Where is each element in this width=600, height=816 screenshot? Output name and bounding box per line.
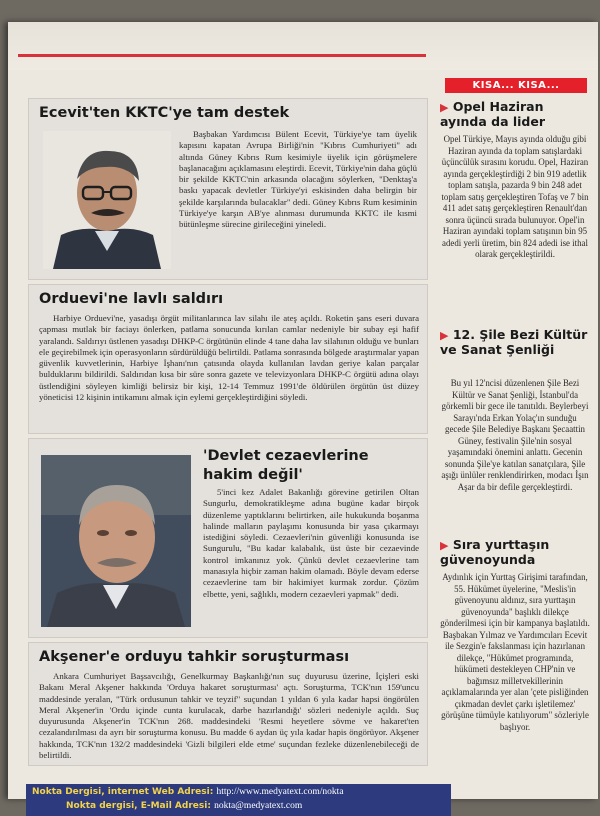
sidebar-item-body-opel: Opel Türkiye, Mayıs ayında olduğu gibi Haziran ayında da toplam satışlardaki üçüncülük sırasını korudu. Opel, Haziran ayında gerçekleştirdiği 2 bin 919 adetlik toplam satışla, pazarda 9 bin 248 adet toplam satış gerçekleştiren Tofaş ve 7 bin 411 adet satış gerçekleştiren Renault'dan sonra üçüncü sırada bulunuyor. Opel'in Haziran ayındaki toplam satışının bin 95 adedi yerli üretim, bin 824 adedi ise ithal olarak gerçekleştirildi. xyxy=(441,134,589,259)
sungurlu-photo xyxy=(41,455,191,627)
sidebar-item-body-sile: Bu yıl 12'ncisi düzenlenen Şile Bezi Kültür ve Sanat Şenliği, İstanbul'da görkemli bir gece ile tanıtıldı. Beylerbeyi Sarayı'nda Erkan Yolaç'ın sunduğu gecede Şile Belediye Başkanı Şecaattin Güney, festivalin Şile'nin sosyal yaşamındaki önemini anlattı. Gecenin sonunda Şile'ye katılan sanatçılara, Şile aşığı ünlüler renklendirirken, modacı İşın Aşar da bir defile gerçekleştirdi. xyxy=(441,378,589,492)
article-body: Harbiye Orduevi'ne, yasadışı örgüt militanlarınca lav silahı ile ateş açıldı. Roketin şans eseri duvara çapması mutlak bir faciayı önlerken, patlama sonucunda kırılan camlar nedeniyle bir subay eşi hafif yaralandı. Saldırıyı üstlenen yasadışı DHKP-C örgütünün elinde 4 tane daha lav silahının olduğu ve bunları ele geçirebilmek için operasyonların sürdürüldüğü belirtildi. Patlama sonrasında bölgede araştırmalar yapan güvenlik kuvvetlerinin, Harbiye İşhanı'nın çatısında olayda kullanılan lavdan geriye kalan parçalar bulduklarını bildirildi. Saldırıdan kısa bir süre sonra gazete ve televizyonlara DHKP-C örgütü adına olayı üstlendiğini söyleyen kimliği belirsiz bir kişi, 12-14 Temmuz 1991'de öldürülen örgütün üst düzey yöneticisi 12 kişinin intikamını almak için eylemi gerçekleştirdiğini söyledi. xyxy=(39,313,419,403)
article-orduevi xyxy=(28,284,428,434)
article-cezaevleri xyxy=(28,438,428,638)
article-body: Başbakan Yardımcısı Bülent Ecevit, Türkiye'ye tam üyelik kapısını kapatan Avrupa Birliği'nin "Kıbrıs Cumhuriyeti" adı altında Güney Kıbrıs Rum kesimiyle üyelik için görüşmelere başlanacağını açıklamasını eleştirdi. Ecevit, Türkiye'nin daha güçlü bir şekilde KKTC'nin arkasında olacağını söylerken, "Denktaş'a baskı yapacak devletler Türkiye'yi eskisinden daha belirgin bir şekilde karşılarında bulacaklar" dedi. Güney Kıbrıs Rum kesiminin Türkiye'ye karşın AB'ye alınması durumunda KKTC ile kısmi bütünleşme sürecine girileceğini yineledi. xyxy=(179,129,417,230)
footer-email-label: Nokta dergisi, E-Mail Adresi: xyxy=(66,801,211,811)
sidebar-item-title-sile: ▶ 12. Şile Bezi Kültür ve Sanat Şenliği xyxy=(440,327,588,357)
red-rule xyxy=(18,54,426,57)
arrow-right-icon: ▶ xyxy=(440,329,449,342)
arrow-right-icon: ▶ xyxy=(440,539,449,552)
article-headline: Ecevit'ten KKTC'ye tam destek xyxy=(39,105,290,121)
arrow-right-icon: ▶ xyxy=(440,101,449,114)
footer-band xyxy=(26,784,451,816)
article-headline: Akşener'e orduyu tahkir soruşturması xyxy=(39,649,350,665)
sidebar-item-body-yurttas: Aydınlık için Yurttaş Girişimi tarafından, 55. Hükümet üyelerine, "Meslis'in güvenoyunu aldınız, sıra yurttaşın güvenoyunda" başlıklı dilekçe gönderilmesi için bir kampanya başlatıldı. Başbakan Yılmaz ve Yardımcıları Ecevit ile Sezgin'e fakslanması için hazırlanan dilekçe, "Hükümet programında, hükümeti destekleyen CHP'nin ve bağımsız milletvekillerinin açıklamalarında yer alan 'çete pisliğinden çıkmadan devlet çarkı işletilemez' görüşüne tümüyle katılıyorum" sözleriyle başlıyor. xyxy=(440,572,590,732)
magazine-page xyxy=(8,22,598,811)
article-body: 5'inci kez Adalet Bakanlığı görevine getirilen Oltan Sungurlu, demokratikleşme adına bugüne kadar birçok düzenleme yaptıklarını belirtirken, aile hukukunda boşanma halinde malların paylaşımı konusunda bir yasa çıkarmayı istediğini söyledi. Cezaevleri'nin güvenliği konusunda ise Sungurulu, "Bu kadar kalabalık, üst üste bir cezaevinde kontrol imkanınız yok. Çünkü devlet cezaevlerine tam manasıyla hiçbir zaman hakim olamadı. Böyle devam ederse cezaevlerine tam bir hakimiyet kurmak zordur. Çözüm elbette, yeni, sağlıklı, modern cezaevleri yapmak" dedi. xyxy=(203,487,419,599)
portrait-man-glasses-icon xyxy=(43,131,171,269)
article-aksener xyxy=(28,642,428,766)
sidebar-item-title-opel: ▶ Opel Haziran ayında da lider xyxy=(440,99,546,129)
footer-web-link[interactable]: http://www.medyatext.com/nokta xyxy=(216,787,344,797)
ecevit-photo xyxy=(43,131,171,269)
portrait-man-icon xyxy=(41,455,191,627)
article-headline: Orduevi'ne lavlı saldırı xyxy=(39,291,224,307)
kisa-badge: KISA... KISA... xyxy=(445,78,587,93)
top-band xyxy=(8,22,598,70)
article-ecevit xyxy=(28,98,428,280)
article-headline: 'Devlet cezaevlerine hakim değil' xyxy=(203,448,369,483)
footer-email-row xyxy=(66,801,302,811)
footer-web-label: Nokta Dergisi, internet Web Adresi: xyxy=(32,787,214,797)
article-body: Ankara Cumhuriyet Başsavcılığı, Genelkurmay Başkanlığı'nın suç duyurusu üzerine, İçişleri eski Bakanı Meral Akşener hakkında 'Orduya hakaret soruşturması' açtı. Soruşturma, TCK'nın 159'uncu maddesinde yeralan, "Türk ordusunun tahkir ve teyzif" suçundan 1 yıldan 6 yıla kadar hapsi öngörülen Meral Akşener'in 'Ordu içinde cunta kurulacak, darbe hazırlandığı' sözleri nedeniyle açıldı. Suç duyurusunda Akşener'in TCK'nın 268. maddesindeki 'Resmi heyetlere sövme ve hakaret'ten cezalandırılması da ayrı bir soruşturma konusu. Bu madde 6 aydan üç yıla kadar hapis öngörüyor. Akşener hakkında, TCK'nın 132/2 maddesindeki 'Gizli bilgileri elde etme' suçundan fezleke düzenlenebileceği de belirtildi. xyxy=(39,671,419,761)
footer-web-row xyxy=(32,787,344,797)
footer-email-link[interactable]: nokta@medyatext.com xyxy=(214,801,303,811)
sidebar-item-title-yurttas: ▶ Sıra yurttaşın güvenoyunda xyxy=(440,537,550,567)
